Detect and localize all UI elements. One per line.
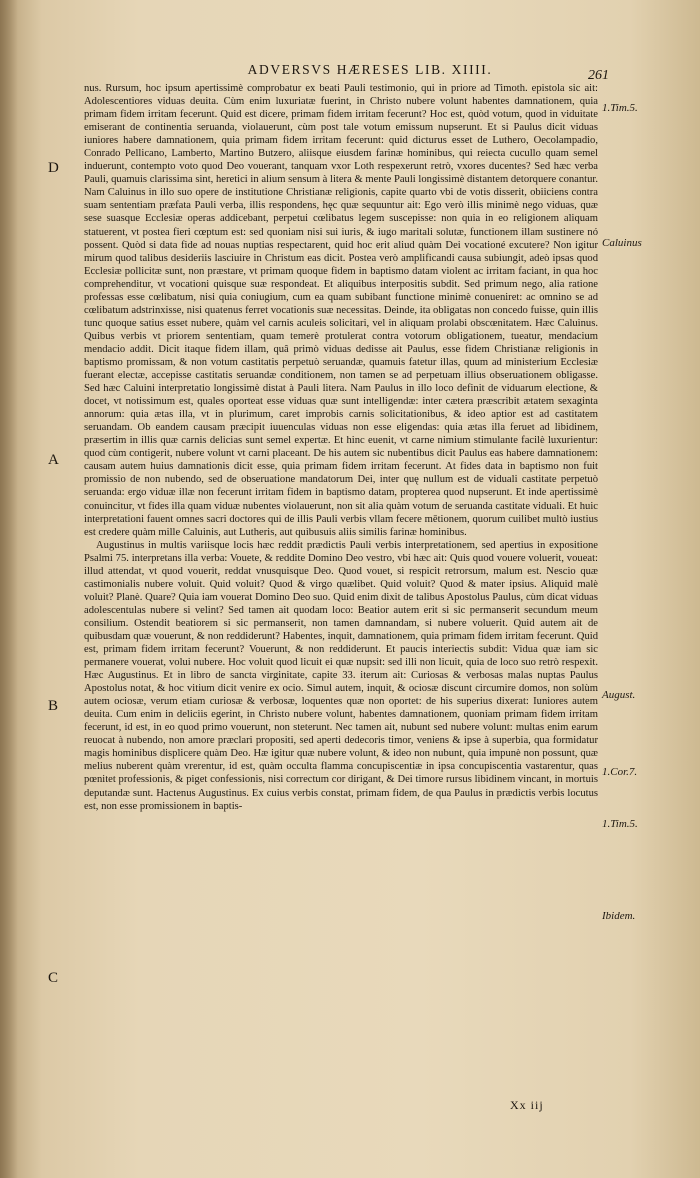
paragraph-2: Augustinus in multis variisque locis hæc reddit prædictis Pauli verbis interpretationem, sed apertius in expositione Psalmi 75. interpretans illa verba: Vouete, & reddite Domino Deo vestro, vbi hæc ait: Quis quod vouere voluerit, voueat: illud attendat, vt quod vouerit, reddat vnusquisque Deo. Quod vouet, si respicit retrorsum, malum est. Nescio quæ castimonialis nubere voluit. Quid voluit? Quod & virgo quælibet. Quid voluit? Quod & mater ipsius. Aliquid malè voluit? Planè. Quare? Quia iam vouerat Domino Deo suo. Quid enim dixit de talibus Apostolus Paulus, cùm dicat viduas adolescentulas nubere si velint? Sed tamen ait quodam loco: Beatior autem erit si sic permanserit secundum meum consilium. Ostendit beatiorem si sic permanserit, non tamen damnandam, si nubere voluerit. Quid autem ait de quibusdam quæ vouerunt, & non reddiderunt? Habentes, inquit, damnationem, quia primam fidem irritam fecerunt. Quid est, primam fidem irritam fecerunt? Vouerunt, & non reddiderunt. Et paucis interiectis subdit: Vidua quæ iam sic permanere vouerat, volui nubere. Hoc voluit quod licuit ei quæ nupsit: sed illi non licuit, quia de loco suo retrò respexit. Hæc Augustinus. Et in libro de sancta virginitate, capite 33. iterum ait: Curiosas & verbosas malas nuptas Paulus Apostolus notat, & hoc vitium dicit venire ex ocio. Simul autem, inquit, & ociosæ discunt circumire domos, non solùm autem ociosæ, verum etiam curiosæ & verbosæ, loquentes quæ non oportet: de his superius dixerat: Iuniores autem deuita. Cum enim in deliciis egerint, in Christo nubere volunt, habentes damnationem, quoniam primam fidem irritam fecerunt, id est, in eo quod primo vouerunt, non steterunt. Nec tamen ait, nubunt sed nubere volunt: multas enim earum reuocat à nubendo, non amore præclari propositi, sed aperti dedecoris timor, veniens & ipse à superbia, qua formidatur magis hominibus displicere quàm Deo. Hæ igitur quæ nubere volunt, & ideo non nubunt, quia impunè non possunt, quæ melius nuberent quàm vrerentur, id est, quàm occulta flamma concupiscentiæ in ipsa concupiscentia vastarentur, quas pœnitet professionis, & piget confessionis, nisi correctum cor dirigant, & Dei timore rursus libidinem vincant, in mortuis deputandæ sunt. Hactenus Augustinus. Ex cuius verbis constat, primam fidem, de qua Paulus in prædictis verbis locutus est, non esse promissionem in baptis- [84, 539, 598, 812]
margin-note-tim5-second: 1.Tim.5. [602, 818, 638, 830]
margin-note-august: August. [602, 689, 636, 701]
paragraph-1: nus. Rursum, hoc ipsum apertissimè comprobatur ex beati Pauli testimonio, qui in priore ad Timoth. epistola sic ait: Adolescentiores viduas deuita. Cùm enim luxuriatæ fuerint, in Christo nubere volunt habentes damnationem, quia primam fidem irritam fecerunt. Quid est dicere, primam fidem irritam fecerunt? Hoc est, quòd votum, quod in viduitate emiserant de continentia seruanda, violauerunt, cùm post tale votum emissum nupserunt. Et si Paulus dicit viduas iuniores habere damnationem, quia primam fidem irritam fecerunt: quid dicturus esset de Luthero, Oecolampadio, Conrado Pellicano, Lamberto, Martino Butzero, aliisque eiusdem farinæ hominibus, qui reiecta cucullo quam semel induerunt, contempto voto quod Deo vouerant, tanquam vxor Loth respexerunt retrò, vxores ducentes? Sed hæc verba Pauli, quamuis clarissima sint, heretici in alium sensum à litera & mente Pauli longissimè distantem detorquere conantur. Nam Caluinus in illo suo opere de institutione Christianæ religionis, capite quarto vbi de votis disserit, obiiciens contra suam sententiam præfata Pauli verba, illis respondens, hęc quæ sequuntur ait: Ego verò illis minimè nego viduas, quæ sese suasque Ecclesiæ operas addicebant, perpetui cœlibatus legem suscepisse: non quia in eo religionem aliquam statuerent, vt postea fieri cœptum est: sed quoniam nisi sui iuris, & iugo maritali solutæ, functionem illam sustinere nó possent. Quòd si data fide ad nouas nuptias respectarent, quid hoc erit aliud quàm Dei vocationé excutere? Non igitur mirum quod talibus desideriis lasciuire in Christum eas dicit. Postea verò amplificandi causa subiungit, adeò ipsas quod Ecclesiæ pollicitæ sunt, non præstare, vt primam quoque fidem in baptismo datam violent ac irritam faciant, in qua hoc comprehenditur, vt vocationi quisque suæ respondeat. Et aliquibus interpositis subdit. Sed primum nego, alia ratione professas esse cœlibatum, nisi quia coniugium, cum ea quam subibant functione minimè conueniret: ac omnino se ad cœlibatum adstrinxisse, nisi quatenus ferret vocationis suæ necessitas. Deinde, ita obligatas non concedo fuisse, quin illis tunc quoque satius esset nubere, quàm vel carnis aculeis solicitari, vel in aliquam prolabi obscœnitatem. Hæc Caluinus. Quibus verbis vt priorem sententiam, quam temerè protulerat contra votorum obligationem, tueatur, mendacium mendacio addit. Dicit itaque fidem illam, quâ primò viduas dedisse ait Paulus, esse fidem Christianæ religionis in baptismo promissam, & non votum castitatis perpetuò seruandæ, quamuis fatetur illas, quum ad ministerium Ecclesiæ fuerant electæ, accepisse castitatis seruandæ conditionem, non tamen se ad perpetuam illius obseruationem obligasse. Sed hæc Caluini interpretatio longissimè distat à Pauli litera. Nam Paulus in illo loco definit de viduarum electione, & docet, vt notissimum est, quales oporteat esse viduas quæ sunt intelligendæ: inter cætera præscribit ætatem sexaginta annorum: quia ætas illa, vt in plurimum, caret improbis carnis solicitationibus, & ideo aptior est ad castitatem seruandam. Ob eandem causam præcipit iuuenculas viduas non esse eligendas: quia ætas illa feruet ad libidinem, præsertim in illis quæ carnis delicias sunt semel expertæ. Et hinc euenit, vt carne nimium stimulante facilè luxurientur: quod cùm contigerit, nubere volunt vt carni placeant. De his autem sic nubentibus dicit Paulus eas habere damnationem: causam autem huius damnationis dicit esse, quia primam fidem irritam fecerunt. At fides data in baptismo non fuit promissio de non nubendo, sed de obseruatione mandatorum Dei, inter quę nullum est de viduali castitate perpetuò seruanda: ergo viduæ illæ non fecerunt irritam fidem in baptismo datam, propterea quod nupserunt. Et inde apertissimè conuincitur, vt fides illa quam viduæ nubentes violauerunt, non sit alia quàm votum de seruanda castitate viduali. Et huic interpretationi fauent omnes sacri doctores qui de illis Pauli verbis vllam fecere mētionem, quorum cuilibet multò iustius est credere quàm mille Caluinis, aut Lutheris, aut quibusuis aliis similis farinæ hominibus. [84, 83, 598, 538]
section-marker-b: B [48, 698, 59, 714]
section-marker-a: A [48, 452, 59, 468]
running-title: ADVERSVS HÆRESES LIB. XIIII. [247, 62, 493, 77]
margin-note-cor7: 1.Cor.7. [602, 766, 638, 778]
folio-number: 261 [588, 68, 609, 83]
section-marker-c: C [48, 970, 59, 986]
main-text-block [84, 82, 598, 813]
section-marker-d: D [48, 160, 59, 176]
signature-mark: Xx iij [510, 1098, 544, 1112]
margin-note-tim5: 1.Tim.5. [602, 102, 638, 114]
margin-note-ibidem: Ibidem. [602, 910, 636, 922]
margin-note-caluinus: Caluinus [602, 237, 642, 249]
gutter-shadow [0, 0, 18, 1178]
